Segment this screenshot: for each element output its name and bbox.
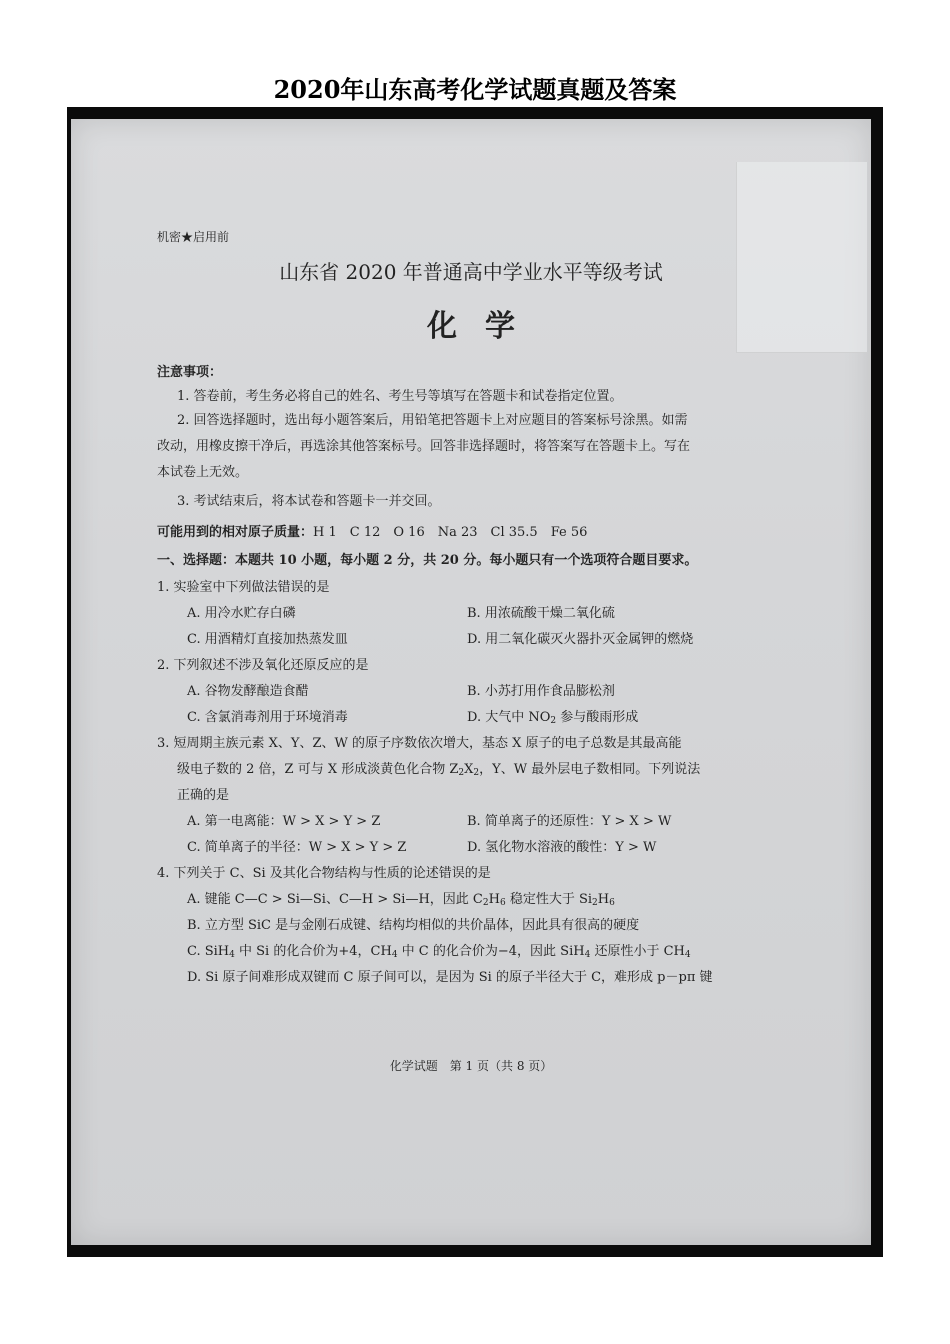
question-3-option-c: C. 简单离子的半径：W > X > Y > Z <box>187 840 407 855</box>
atomic-masses-label: 可能用到的相对原子质量： <box>157 525 314 540</box>
q4-a-t2: H <box>488 892 500 907</box>
q4-a-t4: H <box>597 892 610 907</box>
confidential-mark: 机密★启用前 <box>157 230 230 244</box>
question-1-option-a: A. 用冷水贮存白磷 <box>187 606 296 621</box>
question-3-option-d: D. 氢化物水溶液的酸性：Y > W <box>467 840 657 855</box>
question-4-option-d: D. Si 原子间难形成双键而 C 原子间可以，是因为 Si 的原子半径大于 C，难形成 p－pπ 键 <box>187 970 713 985</box>
question-4-option-c <box>187 940 691 959</box>
question-3-option-a: A. 第一电离能：W > X > Y > Z <box>187 814 381 829</box>
question-3-option-b: B. 简单离子的还原性：Y > X > W <box>467 814 672 829</box>
question-2-stem: 2. 下列叙述不涉及氧化还原反应的是 <box>157 658 369 673</box>
q4-a-s2: 6 <box>499 898 506 908</box>
notice-item-2-line-3: 本试卷上无效。 <box>157 465 249 480</box>
question-1-option-d: D. 用二氧化碳灭火器扑灭金属钾的燃烧 <box>467 632 694 647</box>
question-3-line-1: 3. 短周期主族元素 X、Y、Z、W 的原子序数依次增大，基态 X 原子的电子总数是其最高能 <box>157 736 682 751</box>
question-2-option-d <box>467 706 638 725</box>
notice-item-2-line-1: 2. 回答选择题时，选出每小题答案后，用铅笔把答题卡上对应题目的答案标号涂黑。如需 <box>177 413 688 428</box>
q4-c-s4: 4 <box>684 950 691 960</box>
q3-l2-t3: ，Y、W 最外层电子数相同。下列说法 <box>479 762 701 777</box>
section-1-heading: 一、选择题：本题共 10 小题，每小题 2 分，共 20 分。每小题只有一个选项符合题目要求。 <box>157 553 698 568</box>
atomic-masses <box>157 521 587 540</box>
notice-item-3: 3. 考试结束后，将本试卷和答题卡一并交回。 <box>177 494 441 509</box>
exam-photo <box>67 107 883 1257</box>
q2-d-text-2: 参与酸雨形成 <box>556 710 639 725</box>
notice-heading: 注意事项： <box>157 365 223 380</box>
question-2-option-b: B. 小苏打用作食品膨松剂 <box>467 684 615 699</box>
atomic-masses-values: H 1 C 12 O 16 Na 23 Cl 35.5 Fe 56 <box>313 525 588 540</box>
page-footer: 化学试题 第 1 页（共 8 页） <box>389 1059 553 1073</box>
question-4-stem: 4. 下列关于 C、Si 及其化合物结构与性质的论述错误的是 <box>157 866 491 881</box>
q4-c-t3: 中 C 的化合价为−4，因此 SiH <box>397 944 585 959</box>
document-title: 2020年山东高考化学试题真题及答案 <box>273 75 677 104</box>
question-1-stem: 1. 实验室中下列做法错误的是 <box>157 580 330 595</box>
q4-a-t3: 稳定性大于 Si <box>505 892 593 907</box>
notice-item-1: 1. 答卷前，考生务必将自己的姓名、考生号等填写在答题卡和试卷指定位置。 <box>177 389 623 404</box>
q4-c-t2: 中 Si 的化合价为+4，CH <box>234 944 392 959</box>
q4-a-s4: 6 <box>609 898 615 908</box>
q4-c-t1: C. SiH <box>187 944 230 959</box>
q3-l2-t2: X <box>464 762 474 777</box>
q4-a-s1: 2 <box>482 898 489 908</box>
q4-a-t1: A. 键能 C—C > Si—Si、C—H > Si—H，因此 C <box>187 892 483 907</box>
question-2-option-a: A. 谷物发酵酿造食醋 <box>187 684 309 699</box>
question-4-option-b: B. 立方型 SiC 是与金刚石成键、结构均相似的共价晶体，因此具有很高的硬度 <box>187 918 640 933</box>
question-2-option-c: C. 含氯消毒剂用于环境消毒 <box>187 710 348 725</box>
notice-item-2-line-2: 改动，用橡皮擦干净后，再选涂其他答案标号。回答非选择题时，将答案写在答题卡上。写在 <box>157 439 691 454</box>
question-1-option-b: B. 用浓硫酸干燥二氧化硫 <box>467 606 615 621</box>
q3-l2-s1: 2 <box>458 768 465 778</box>
q3-l2-s2: 2 <box>473 768 480 778</box>
exam-title: 山东省 2020 年普通高中学业水平等级考试 <box>279 260 663 284</box>
subject-title: 化学 <box>427 309 543 344</box>
question-4-option-a <box>187 888 615 907</box>
question-3-line-2 <box>177 758 700 777</box>
q4-c-s2: 4 <box>391 950 398 960</box>
q4-a-s3: 2 <box>592 898 598 908</box>
q4-c-s3: 4 <box>584 950 591 960</box>
q2-d-sub: 2 <box>550 716 557 726</box>
question-3-line-3: 正确的是 <box>177 788 230 803</box>
q4-c-s1: 4 <box>229 950 235 960</box>
q4-c-t4: 还原性小于 CH <box>590 944 685 959</box>
q3-l2-t1: 级电子数的 2 倍，Z 可与 X 形成淡黄色化合物 Z <box>177 762 459 777</box>
exam-paper <box>71 119 871 1245</box>
question-1-option-c: C. 用酒精灯直接加热蒸发皿 <box>187 632 348 647</box>
q2-d-text-1: D. 大气中 NO <box>467 710 551 725</box>
